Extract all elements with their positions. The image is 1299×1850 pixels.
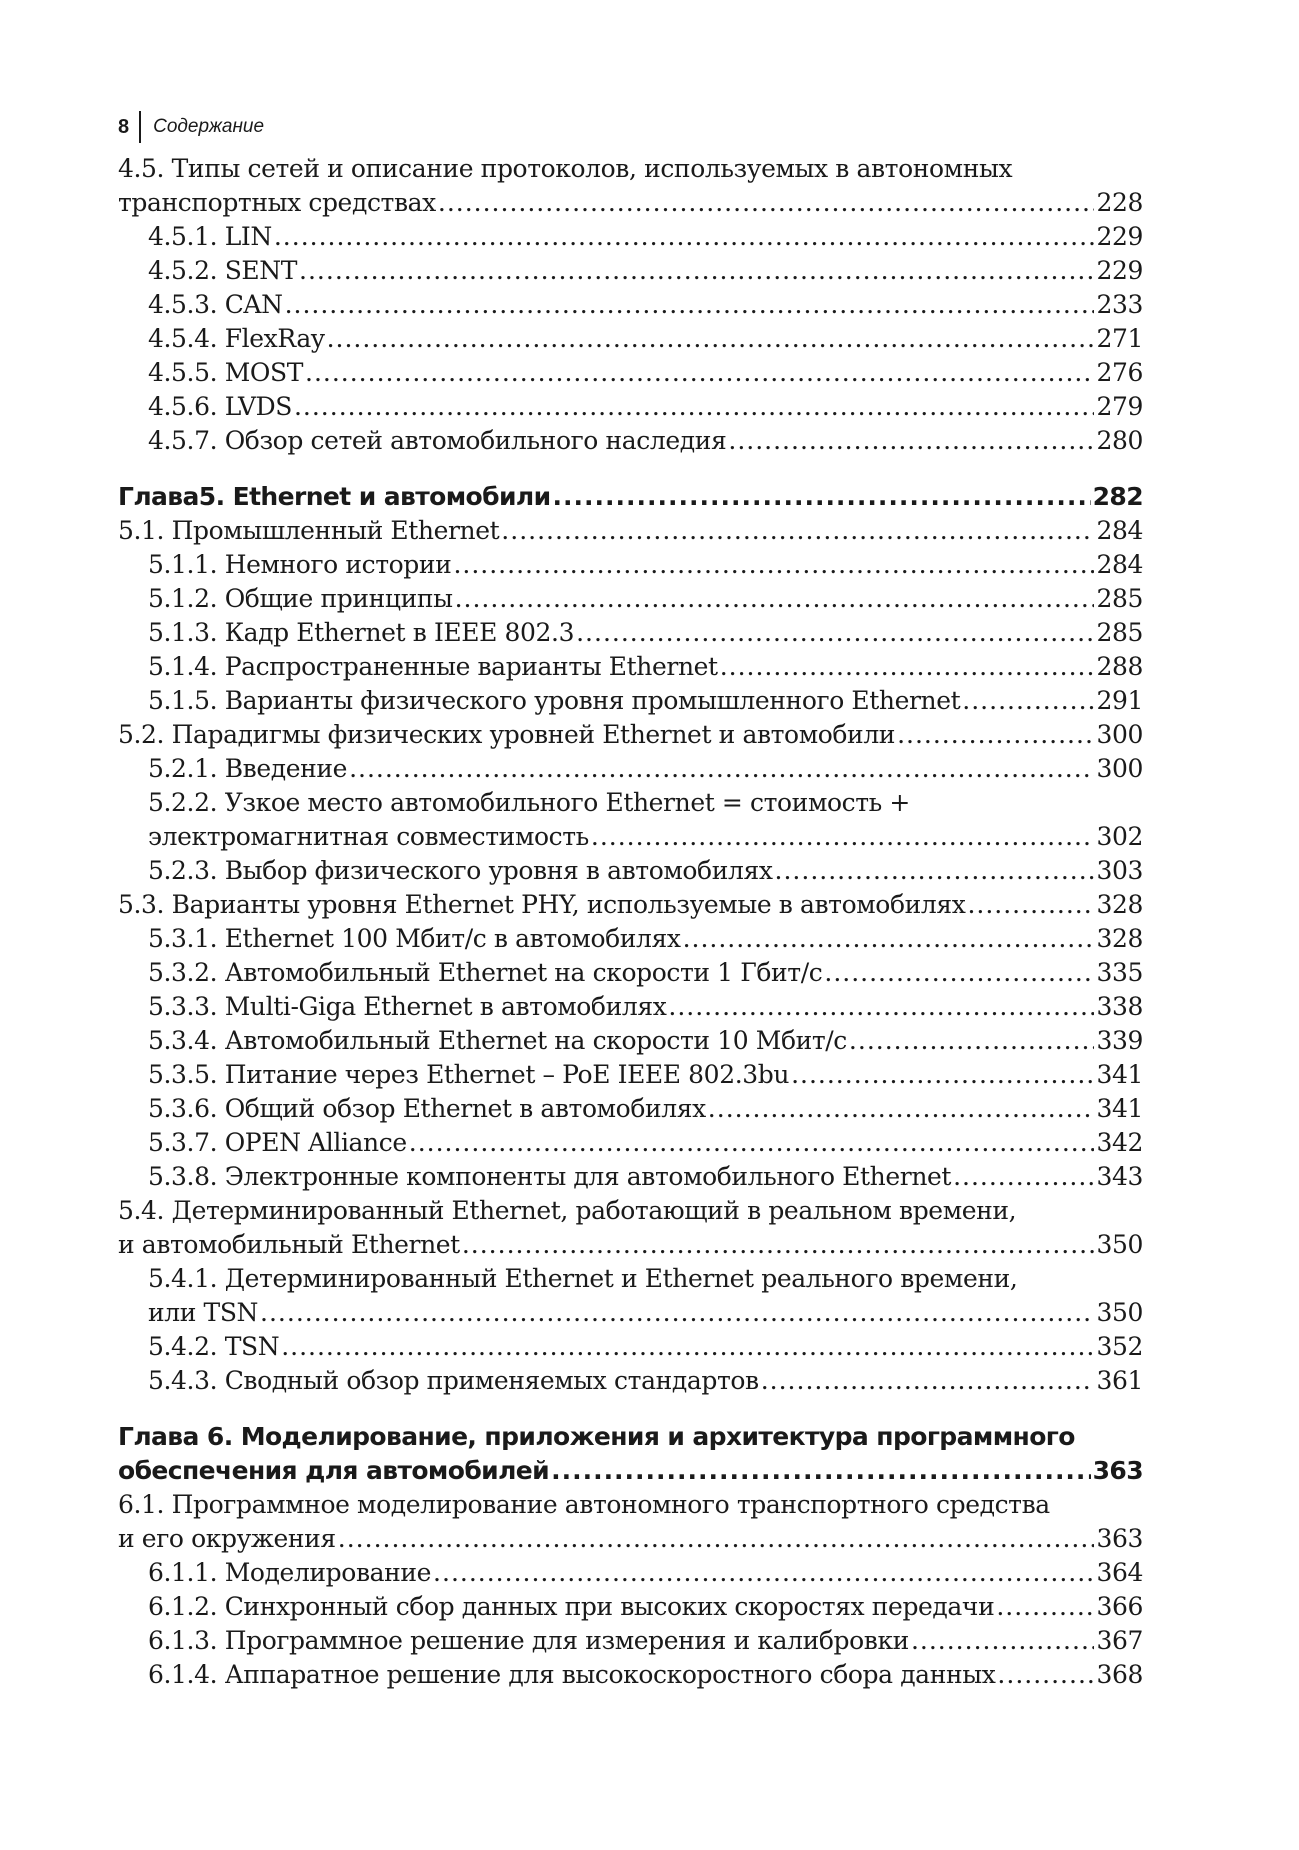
page-number: 8 [118,115,130,138]
toc-leader-dots [668,990,1094,1024]
toc-entry-page: 279 [1096,392,1143,421]
toc-entry-page: 233 [1096,290,1143,319]
toc-entry [118,424,1143,458]
toc-entry-page: 284 [1096,516,1143,545]
toc-entry-page: 343 [1096,1162,1143,1191]
toc-entry-page: 303 [1096,856,1143,885]
toc-entry-page: 341 [1096,1094,1143,1123]
toc-entry-page: 367 [1096,1626,1143,1655]
toc-entry [118,1522,1143,1556]
toc-entry-title: 5.4. Детерминированный Ethernet, работающий в реальном времени, [118,1196,1017,1225]
toc-leader-dots [501,514,1094,548]
toc-leader-dots [911,1624,1095,1658]
toc-entry-page: 350 [1096,1230,1143,1259]
toc-entry [118,220,1143,254]
toc-entry [118,1296,1143,1330]
toc-entry-title: или TSN [148,1298,259,1327]
toc-entry-title: 5.3.7. OPEN Alliance [148,1128,407,1157]
toc-leader-dots [462,1228,1095,1262]
toc-entry [118,1228,1143,1262]
toc-entry-title: 5.3.4. Автомобильный Ethernet на скорости 10 Мбит/с [148,1026,847,1055]
toc-entry-page: 291 [1096,686,1143,715]
toc-entry-title: 5.2.1. Введение [148,754,348,783]
toc-entry-page: 361 [1096,1366,1143,1395]
toc-leader-dots [553,480,1091,514]
toc-leader-dots [551,1454,1091,1488]
toc-entry-page: 363 [1096,1524,1143,1553]
toc-entry-page: 364 [1096,1558,1143,1587]
toc-leader-dots [433,1556,1094,1590]
toc-entry-page: 339 [1096,1026,1143,1055]
toc-leader-dots [409,1126,1095,1160]
toc-entry-page: 271 [1096,324,1143,353]
toc-entry [118,582,1143,616]
toc-entry [118,322,1143,356]
toc-entry-page: 328 [1096,924,1143,953]
toc-entry-title: 5.2.3. Выбор физического уровня в автомобилях [148,856,773,885]
toc-leader-dots [438,186,1095,220]
toc-leader-dots [327,322,1095,356]
toc-leader-dots [305,356,1094,390]
toc-entry-title: 5.3.1. Ethernet 100 Мбит/с в автомобилях [148,924,681,953]
toc-entry [118,1330,1143,1364]
toc-entry [118,390,1143,424]
toc-entry-page: 284 [1096,550,1143,579]
toc-entry-title: 4.5.5. MOST [148,358,303,387]
toc-entry-title: 5.3.3. Multi-Giga Ethernet в автомобилях [148,992,667,1021]
toc-entry-title: 5.1.1. Немного истории [148,550,452,579]
toc-leader-dots [761,1364,1095,1398]
toc-entry [118,616,1143,650]
toc-leader-dots [824,956,1094,990]
toc-entry [118,820,1143,854]
toc-entry-page: 300 [1096,754,1143,783]
toc-entry-title: 5.2. Парадигмы физических уровней Ethernet и автомобили [118,720,896,749]
toc-leader-dots [294,390,1095,424]
toc-entry-page: 228 [1096,188,1143,217]
toc-leader-dots [708,1092,1095,1126]
toc-entry-title: 4.5.4. FlexRay [148,324,325,353]
toc-entry-title: 4.5.3. CAN [148,290,283,319]
toc-entry-title: транспортных средствах [118,188,436,217]
toc-entry [118,1658,1143,1692]
toc-entry [118,288,1143,322]
toc-leader-dots [996,1590,1094,1624]
toc-entry-title: Глава5. Ethernet и автомобили [118,482,551,511]
toc-entry-page: 285 [1096,618,1143,647]
toc-leader-dots [791,1058,1094,1092]
toc-entry [118,854,1143,888]
toc-entry [118,1454,1143,1488]
toc-entry-title: 6.1.4. Аппаратное решение для высокоскоростного сбора данных [148,1660,996,1689]
toc-entry-page: 300 [1096,720,1143,749]
toc-entry-title: Глава 6. Моделирование, приложения и архитектура программного [118,1422,1075,1451]
toc-entry [118,990,1143,1024]
toc-entry-title: 5.3.8. Электронные компоненты для автомобильного Ethernet [148,1162,952,1191]
toc-entry [118,922,1143,956]
toc-entry [118,254,1143,288]
toc-leader-dots [299,254,1094,288]
toc-entry [118,356,1143,390]
toc-leader-dots [349,752,1094,786]
toc-entry [118,650,1143,684]
toc-entry [118,152,1143,186]
toc-entry [118,1024,1143,1058]
toc-leader-dots [775,854,1095,888]
toc-entry [118,956,1143,990]
toc-entry-title: 4.5.2. SENT [148,256,298,285]
toc-entry-title: 5.1.4. Распространенные варианты Ethernet [148,652,718,681]
toc-entry [118,752,1143,786]
toc-leader-dots [285,288,1095,322]
toc-entry-page: 282 [1092,482,1143,511]
toc-entry [118,786,1143,820]
toc-entry-title: 5.3. Варианты уровня Ethernet PHY, используемые в автомобилях [118,890,966,919]
toc-entry-title: 5.1.5. Варианты физического уровня промышленного Ethernet [148,686,961,715]
running-title: Содержание [153,116,265,137]
toc-entry [118,514,1143,548]
toc-leader-dots [455,582,1095,616]
toc-entry-page: 276 [1096,358,1143,387]
toc-entry-title: 5.4.2. TSN [148,1332,280,1361]
toc-entry-title: 4.5. Типы сетей и описание протоколов, используемых в автономных [118,154,1013,183]
toc-entry [118,1488,1143,1522]
toc-entry-page: 335 [1096,958,1143,987]
toc-entry [118,1262,1143,1296]
toc-entry [118,1194,1143,1228]
toc-entry-page: 342 [1096,1128,1143,1157]
toc-entry-title: 6.1.3. Программное решение для измерения и калибровки [148,1626,909,1655]
toc-leader-dots [281,1330,1094,1364]
toc-entry-title: электромагнитная совместимость [148,822,589,851]
toc-leader-dots [453,548,1094,582]
toc-leader-dots [997,1658,1094,1692]
toc-entry-title: и автомобильный Ethernet [118,1230,460,1259]
toc-entry [118,480,1143,514]
toc-entry-title: и его окружения [118,1524,336,1553]
toc-entry-page: 350 [1096,1298,1143,1327]
toc-entry-title: 5.1.3. Кадр Ethernet в IEEE 802.3 [148,618,575,647]
toc-entry-page: 328 [1096,890,1143,919]
toc-entry-title: обеспечения для автомобилей [118,1456,550,1485]
toc-leader-dots [591,820,1095,854]
toc-leader-dots [338,1522,1095,1556]
toc-entry-title: 6.1.2. Синхронный сбор данных при высоких скоростях передачи [148,1592,995,1621]
toc-entry [118,1420,1143,1454]
toc-leader-dots [728,424,1094,458]
toc-entry-title: 5.1.2. Общие принципы [148,584,453,613]
header-divider [139,111,141,143]
toc-entry-title: 4.5.1. LIN [148,222,272,251]
toc-entry [118,1364,1143,1398]
toc-entry [118,718,1143,752]
toc-entry-page: 352 [1096,1332,1143,1361]
toc-entry-page: 285 [1096,584,1143,613]
toc-entry-title: 6.1.1. Моделирование [148,1558,432,1587]
toc-entry [118,1160,1143,1194]
toc-entry-page: 229 [1096,256,1143,285]
toc-entry-page: 229 [1096,222,1143,251]
toc-entry [118,1126,1143,1160]
toc-entry [118,888,1143,922]
toc-entry-page: 288 [1096,652,1143,681]
toc-entry-title: 4.5.7. Обзор сетей автомобильного наследия [148,426,727,455]
toc-leader-dots [962,684,1094,718]
toc-leader-dots [953,1160,1094,1194]
page-header [118,112,264,142]
toc-entry-title: 5.4.3. Сводный обзор применяемых стандартов [148,1366,759,1395]
toc-entry-page: 368 [1096,1660,1143,1689]
toc-entry-title: 4.5.6. LVDS [148,392,292,421]
toc-entry [118,1590,1143,1624]
toc-entry [118,1092,1143,1126]
toc-entry-page: 366 [1096,1592,1143,1621]
toc-entry-page: 302 [1096,822,1143,851]
toc-leader-dots [576,616,1094,650]
toc-entry [118,548,1143,582]
toc-entry-page: 280 [1096,426,1143,455]
toc-entry-title: 5.3.6. Общий обзор Ethernet в автомобилях [148,1094,706,1123]
toc-entry-page: 338 [1096,992,1143,1021]
toc-leader-dots [967,888,1094,922]
toc-entry-page: 363 [1092,1456,1143,1485]
toc-entry [118,1556,1143,1590]
toc-entry-title: 5.4.1. Детерминированный Ethernet и Ethernet реального времени, [148,1264,1018,1293]
toc-leader-dots [260,1296,1094,1330]
toc-entry-title: 6.1. Программное моделирование автономного транспортного средства [118,1490,1050,1519]
toc-entry [118,684,1143,718]
toc-entry-title: 5.3.2. Автомобильный Ethernet на скорости 1 Гбит/с [148,958,823,987]
toc-leader-dots [720,650,1095,684]
toc-leader-dots [849,1024,1095,1058]
toc-leader-dots [683,922,1095,956]
toc-leader-dots [274,220,1095,254]
toc-entry-title: 5.2.2. Узкое место автомобильного Ethernet = стоимость + [148,788,910,817]
toc-entry [118,186,1143,220]
toc-entry-page: 341 [1096,1060,1143,1089]
toc-entry [118,1624,1143,1658]
toc-entry [118,1058,1143,1092]
toc-entry-title: 5.3.5. Питание через Ethernet – PoE IEEE 802.3bu [148,1060,790,1089]
toc-leader-dots [897,718,1094,752]
toc-entry-title: 5.1. Промышленный Ethernet [118,516,500,545]
